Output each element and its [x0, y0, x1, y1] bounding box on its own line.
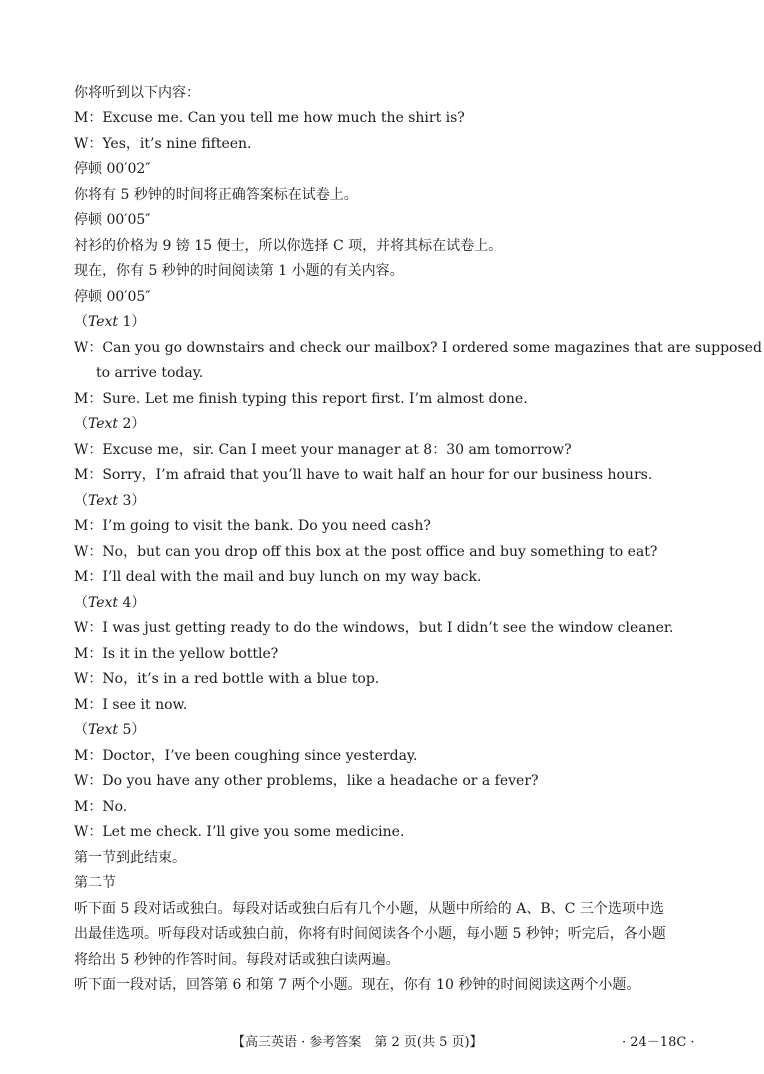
section-instruction: 听下面 5 段对话或独白。每段对话或独白后有几个小题，从题中所给的 A、B、C 三个选项中选	[74, 901, 664, 917]
text-label-word: Text	[88, 493, 119, 509]
instruction-line: 你将有 5 秒钟的时间将正确答案标在试卷上。	[74, 187, 358, 203]
dialogue-line: W：No，but can you drop off this box at the post office and buy something to eat?	[74, 544, 658, 560]
dialogue-line: W：No，it’s in a red bottle with a blue top.	[74, 671, 380, 687]
dialogue-line: M：Doctor，I’ve been coughing since yesterday.	[74, 748, 418, 764]
text-label-word: Text	[88, 416, 119, 432]
intro-line: 你将听到以下内容：	[74, 85, 200, 101]
dialogue-line: W：Can you go downstairs and check our mailbox? I ordered some magazines that are supposed	[74, 340, 762, 356]
document-code: · 24－18C ·	[622, 1035, 695, 1050]
dialogue-line: W：Do you have any other problems，like a headache or a fever?	[74, 773, 539, 789]
text-label: （Text 1）	[74, 314, 146, 330]
section-instruction: 出最佳选项。听每段对话或独白前，你将有时间阅读各个小题，每小题 5 秒钟；听完后，各小题	[74, 926, 666, 942]
dialogue-line-continued: to arrive today.	[96, 365, 204, 381]
pause-line: 停顿 00′02″	[74, 161, 151, 177]
dialogue-line: W：Let me check. I’ll give you some medicine.	[74, 824, 405, 840]
dialogue-line: M：I’ll deal with the mail and buy lunch on my way back.	[74, 569, 482, 585]
answer-explanation: 衬衫的价格为 9 镑 15 便士，所以你选择 C 项，并将其标在试卷上。	[74, 238, 503, 254]
text-label: （Text 2）	[74, 416, 146, 432]
dialogue-line: M：Is it in the yellow bottle?	[74, 646, 279, 662]
section-end: 第一节到此结束。	[74, 850, 186, 866]
page-footer: 【高三英语 · 参考答案 第 2 页(共 5 页)】	[232, 1035, 483, 1050]
text-label: （Text 4）	[74, 595, 146, 611]
dialogue-line: W：Excuse me，sir. Can I meet your manager at 8：30 am tomorrow?	[74, 442, 572, 458]
pause-line: 停顿 00′05″	[74, 289, 151, 305]
instruction-line: 现在，你有 5 秒钟的时间阅读第 1 小题的有关内容。	[74, 263, 404, 279]
dialogue-line: M：I’m going to visit the bank. Do you need cash?	[74, 518, 431, 534]
question-instruction: 听下面一段对话，回答第 6 和第 7 两个小题。现在，你有 10 秒钟的时间阅读这两个小题。	[74, 977, 641, 993]
dialogue-line: M：I see it now.	[74, 697, 188, 713]
pause-line: 停顿 00′05″	[74, 212, 151, 228]
dialogue-line: M：Sure. Let me finish typing this report first. I’m almost done.	[74, 391, 528, 407]
dialogue-line: M：Sorry，I’m afraid that you’ll have to wait half an hour for our business hours.	[74, 467, 653, 483]
text-label-word: Text	[88, 314, 119, 330]
text-label-word: Text	[88, 595, 119, 611]
section-heading: 第二节	[74, 875, 116, 891]
section-instruction: 将给出 5 秒钟的作答时间。每段对话或独白读两遍。	[74, 952, 400, 968]
example-dialogue-man: M：Excuse me. Can you tell me how much the shirt is?	[74, 110, 465, 126]
dialogue-line: M：No.	[74, 799, 128, 815]
example-dialogue-woman: W：Yes，it’s nine fifteen.	[74, 136, 252, 152]
text-label-word: Text	[88, 722, 119, 738]
text-label: （Text 3）	[74, 493, 146, 509]
text-label: （Text 5）	[74, 722, 146, 738]
dialogue-line: W：I was just getting ready to do the windows，but I didn’t see the window cleaner.	[74, 620, 674, 636]
